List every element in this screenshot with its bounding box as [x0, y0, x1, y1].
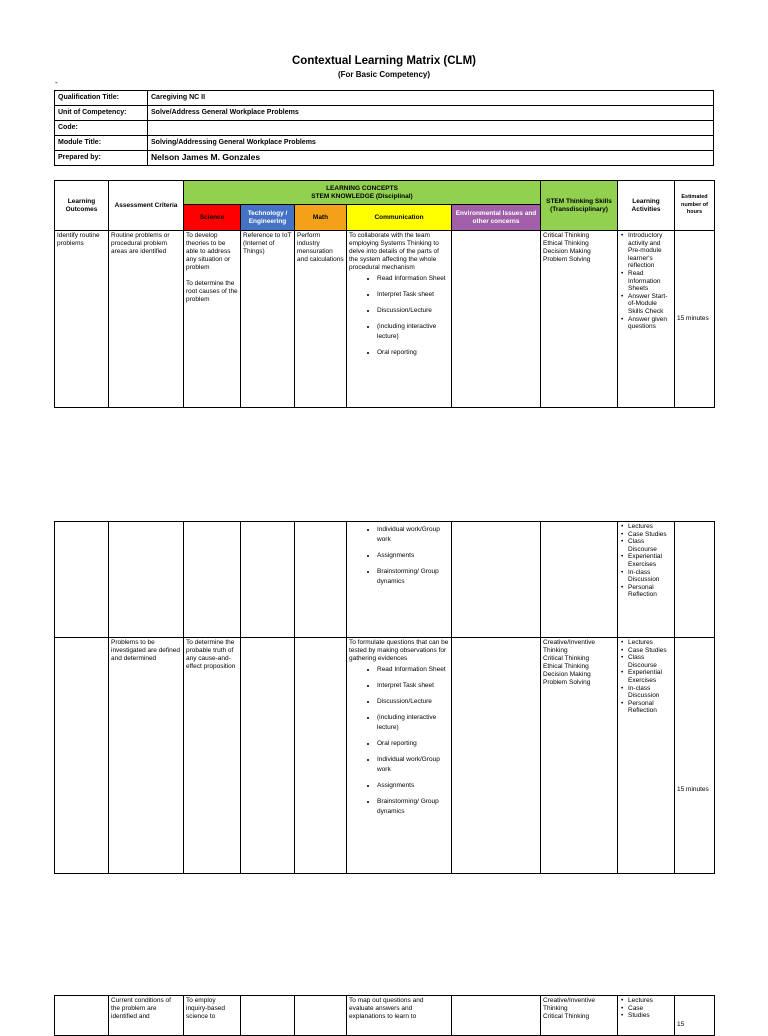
list-item: • Case [628, 1005, 672, 1013]
list-item: • Brainstorming/ Group dynamics [377, 567, 449, 587]
stem-skill: Ethical Thinking [543, 240, 589, 247]
cell-communication [347, 638, 452, 874]
list-item: • Interpret Task sheet [377, 290, 449, 300]
cell-activities [618, 996, 675, 1036]
list-item: • Read Information Sheet [377, 665, 449, 675]
col-communication: Communication [347, 205, 452, 231]
matrix-table [54, 995, 715, 1036]
list-item: • Assignments [377, 781, 449, 791]
col-assessment-criteria: Assessment Criteria [109, 181, 184, 231]
list-item: • Class Discourse [628, 654, 672, 669]
info-label: Code: [55, 121, 148, 136]
col-science: Science [184, 205, 241, 231]
list-item: • Class Discourse [628, 538, 672, 553]
list-item: • Lectures [628, 639, 672, 647]
cell-communication: To map out questions and evaluate answers and explanations to learn to [347, 996, 452, 1036]
cell-science: To employ inquiry-based science to [184, 996, 241, 1036]
col-learning-activities: Learning Activities [618, 181, 675, 231]
list-item: • Interpret Task sheet [377, 681, 449, 691]
list-item: • Studies [628, 1012, 672, 1020]
info-label: Module Title: [55, 136, 148, 151]
list-item: • In-class Discussion [628, 569, 672, 584]
list-item: • Personal Reflection [628, 700, 672, 715]
stem-skill: Decision Making [543, 671, 591, 678]
list-item: • Introductory activity and Pre-module learner's reflection [628, 232, 672, 270]
info-value: Solve/Address General Workplace Problems [148, 106, 714, 121]
col-learning-concepts [184, 181, 541, 205]
cell-stem [541, 996, 618, 1036]
cell-hours: 15 minutes [675, 638, 715, 874]
info-label: Prepared by: [55, 151, 148, 166]
cell-environmental [452, 231, 541, 408]
info-value [148, 121, 714, 136]
cell-stem [541, 638, 618, 874]
concepts-subtitle: STEM KNOWLEDGE (Disciplinal) [311, 192, 413, 200]
table-row [55, 522, 715, 638]
stem-skill: Ethical Thinking [543, 663, 589, 670]
cell-hours: 15 [675, 996, 715, 1036]
cell-communication [347, 522, 452, 638]
info-row [55, 106, 714, 121]
list-item: • Individual work/Group work [377, 525, 449, 545]
stem-skill: Problem Solving [543, 679, 591, 686]
cell-science: To determine the probable truth of any cause-and-effect proposition [184, 638, 241, 874]
table-row [55, 996, 715, 1036]
stem-skill: Creative/Inventive Thinking [543, 639, 596, 654]
info-row [55, 136, 714, 151]
col-learning-outcomes: Learning Outcomes [55, 181, 109, 231]
stem-skill: Critical Thinking [543, 655, 590, 662]
list-item: • (including interactive lecture) [377, 322, 449, 342]
list-item: • Brainstorming/ Group dynamics [377, 797, 449, 817]
info-label: Unit of Competency: [55, 106, 148, 121]
cell-math: Perform industry mensuration and calculations [295, 231, 347, 408]
stem-skill: Problem Solving [543, 256, 591, 263]
list-item: • Oral reporting [377, 739, 449, 749]
cell-criteria: Problems to be investigated are defined and determined [109, 638, 184, 874]
table-row [55, 638, 715, 874]
list-item: • Personal Reflection [628, 584, 672, 599]
stem-skill: Decision Making [543, 248, 591, 255]
list-item: • Lectures [628, 523, 672, 531]
list-item: • Case Studies [628, 531, 672, 539]
col-technology: Technology / Engineering [241, 205, 295, 231]
cell-activities [618, 522, 675, 638]
col-hours: Estimated number of hours [675, 181, 715, 231]
cell-stem [541, 231, 618, 408]
stem-skill: Critical Thinking [543, 1013, 590, 1020]
list-item: • Experiential Exercises [628, 553, 672, 568]
info-row [55, 121, 714, 136]
cell-science [184, 231, 241, 408]
list-item: • Read Information Sheet [377, 274, 449, 284]
cell-criteria: Current conditions of the problem are identified and [109, 996, 184, 1036]
science-text: To develop theories to be able to address any situation or problem [186, 232, 231, 271]
list-item: • Read Information Sheets [628, 270, 672, 293]
col-math: Math [295, 205, 347, 231]
info-table [54, 90, 714, 166]
info-label: Qualification Title: [55, 91, 148, 106]
list-item: • Experiential Exercises [628, 669, 672, 684]
stem-skill: Creative/Inventive Thinking [543, 997, 596, 1012]
list-item: • In-class Discussion [628, 685, 672, 700]
cell-technology: Reference to IoT (Internet of Things) [241, 231, 295, 408]
list-item: • Discussion/Lecture [377, 306, 449, 316]
info-value: Solving/Addressing General Workplace Problems [148, 136, 714, 151]
list-item: • Lectures [628, 997, 672, 1005]
concepts-title: LEARNING CONCEPTS [326, 185, 398, 192]
cell-hours: 15 minutes [675, 231, 715, 408]
matrix-table [54, 521, 715, 874]
info-value: Nelson James M. Gonzales [148, 151, 714, 166]
matrix-table [54, 180, 715, 408]
list-item: • Answer Start-of-Module Skills Check [628, 293, 672, 316]
cell-outcome: Identify routine problems [55, 231, 109, 408]
page-subtitle: (For Basic Competency) [337, 70, 431, 79]
cell-criteria: Routine problems or procedural problem areas are identified [109, 231, 184, 408]
list-item: • Individual work/Group work [377, 755, 449, 775]
info-value: Caregiving NC II [148, 91, 714, 106]
list-item: • Discussion/Lecture [377, 697, 449, 707]
cell-activities [618, 231, 675, 408]
list-item: • Oral reporting [377, 348, 449, 358]
science-text: To determine the root causes of the problem [186, 280, 238, 303]
cell-communication [347, 231, 452, 408]
communication-text: To collaborate with the team employing Systems Thinking to delve into details of the parts of the system affecting the whole procedural mechanism [349, 232, 439, 271]
table-row [55, 231, 715, 408]
info-row [55, 151, 714, 166]
list-item: • Answer given questions [628, 316, 672, 331]
cell-activities [618, 638, 675, 874]
col-environmental: Environmental Issues and other concerns [452, 205, 541, 231]
list-item: • Case Studies [628, 647, 672, 655]
communication-text: To formulate questions that can be tested by making observations for gathering evidences [349, 639, 449, 662]
page-title: Contextual Learning Matrix (CLM) [291, 55, 476, 67]
stem-skill: Critical Thinking [543, 232, 590, 239]
stray-mark: - [55, 78, 58, 87]
col-stem-skills: STEM Thinking Skills (Transdisciplinary) [541, 181, 618, 231]
list-item: • (including interactive lecture) [377, 713, 449, 733]
info-row [55, 91, 714, 106]
list-item: • Assignments [377, 551, 449, 561]
